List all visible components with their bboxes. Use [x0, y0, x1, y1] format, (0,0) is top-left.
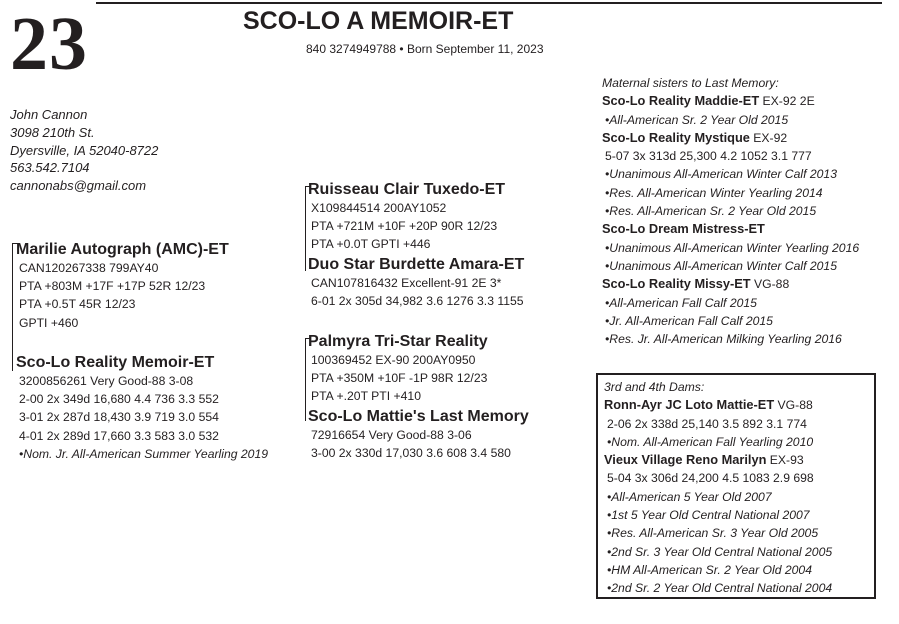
- owner-phone: 563.542.7104: [10, 160, 90, 176]
- dam-dam-line: 72916654 Very Good-88 3-06: [311, 428, 472, 442]
- dam-award: •HM All-American Sr. 2 Year Old 2004: [607, 562, 812, 577]
- sire-block: [16, 240, 229, 332]
- sire-dam-line: CAN107816432 Excellent-91 2E 3*: [311, 276, 502, 290]
- dam-name: Ronn-Ayr JC Loto Mattie-ET: [604, 397, 775, 413]
- dam-entry: [604, 451, 874, 469]
- sister-name: Sco-Lo Reality Mystique: [602, 129, 750, 145]
- dam-rating: VG-88: [774, 398, 813, 413]
- dams-heading: 3rd and 4th Dams:: [604, 380, 705, 394]
- dam-entry: [604, 396, 874, 414]
- dam-dam-line: 3-00 2x 330d 17,030 3.6 608 3.4 580: [311, 446, 511, 461]
- sire-sire-line: PTA +721M +10F +20P 90R 12/23: [311, 219, 498, 234]
- dam-record: 2-06 2x 338d 25,140 3.5 892 3.1 774: [607, 416, 807, 431]
- animal-title: SCO-LO A MEMOIR-ET: [243, 7, 514, 35]
- lot-number: 23: [10, 2, 88, 86]
- sister-entry: [602, 220, 859, 238]
- sire-dam-block: [308, 255, 524, 310]
- dam-line: 3-01 2x 287d 18,430 3.9 719 3.0 554: [19, 410, 219, 425]
- dam-award: •All-American 5 Year Old 2007: [607, 489, 772, 504]
- sire-sire-name: Ruisseau Clair Tuxedo-ET: [308, 181, 506, 198]
- sister-award: •Res. Jr. All-American Milking Yearling 2016: [605, 332, 842, 347]
- sister-record: 5-07 3x 313d 25,300 4.2 1052 3.1 777: [605, 149, 812, 164]
- sister-rating: VG-88: [750, 277, 790, 292]
- dam-rating: EX-93: [766, 453, 804, 468]
- sister-award: •Jr. All-American Fall Calf 2015: [605, 313, 773, 328]
- third-fourth-dams-box: [596, 373, 876, 599]
- sire-line: GPTI +460: [19, 315, 79, 330]
- sire-dam-line: 6-01 2x 305d 34,982 3.6 1276 3.3 1155: [311, 294, 524, 309]
- dam-sire-block: [308, 332, 488, 406]
- sister-name: Sco-Lo Dream Mistress-ET: [602, 221, 765, 237]
- sire-line: CAN120267338 799AY40: [19, 261, 159, 275]
- dam-name: Sco-Lo Reality Memoir-ET: [16, 354, 215, 371]
- dam-sire-line: PTA +350M +10F -1P 98R 12/23: [311, 371, 488, 386]
- owner-city: Dyersville, IA 52040-8722: [10, 142, 159, 158]
- sire-sire-line: PTA +0.0T GPTI +446: [311, 237, 431, 252]
- dam-name: Vieux Village Reno Marilyn: [604, 452, 767, 468]
- dam-sire-name: Palmyra Tri-Star Reality: [308, 333, 488, 350]
- sister-award: •All-American Sr. 2 Year Old 2015: [605, 112, 789, 127]
- sister-award: •Res. All-American Sr. 2 Year Old 2015: [605, 204, 817, 219]
- maternal-sisters-section: [602, 74, 859, 348]
- dam-award: •2nd Sr. 2 Year Old Central National 2004: [607, 581, 833, 596]
- sire-line: PTA +0.5T 45R 12/23: [19, 297, 136, 312]
- sire-line: PTA +803M +17F +17P 52R 12/23: [19, 279, 206, 294]
- sister-entry: [602, 129, 859, 147]
- sister-award: •Unanimous All-American Winter Calf 2013: [605, 167, 837, 182]
- owner-street: 3098 210th St.: [10, 124, 95, 140]
- dam-line: 4-01 2x 289d 17,660 3.3 583 3.0 532: [19, 428, 219, 443]
- sister-entry: [602, 92, 859, 110]
- dam-award: •2nd Sr. 3 Year Old Central National 2005: [607, 544, 833, 559]
- registration-birthdate: 840 3274949788 • Born September 11, 2023: [306, 42, 544, 56]
- sister-name: Sco-Lo Reality Missy-ET: [602, 276, 751, 292]
- sister-award: •Unanimous All-American Winter Yearling 2016: [605, 240, 860, 255]
- dam-dam-block: [308, 407, 529, 462]
- sister-name: Sco-Lo Reality Maddie-ET: [602, 93, 760, 109]
- sister-award: •Unanimous All-American Winter Calf 2015: [605, 258, 837, 273]
- dam-sire-line: PTA +.20T PTI +410: [311, 389, 421, 404]
- header-rule: [96, 2, 882, 4]
- dam-award: •1st 5 Year Old Central National 2007: [607, 508, 810, 523]
- sire-name: Marilie Autograph (AMC)-ET: [16, 241, 229, 258]
- dam-line: 2-00 2x 349d 16,680 4.4 736 3.3 552: [19, 392, 219, 407]
- dam-line: 3200856261 Very Good-88 3-08: [19, 374, 194, 388]
- sire-sire-line: X109844514 200AY1052: [311, 201, 447, 215]
- sister-entry: [602, 275, 859, 293]
- owner-contact: [10, 106, 158, 195]
- sister-award: •All-American Fall Calf 2015: [605, 295, 757, 310]
- owner-email: cannonabs@gmail.com: [10, 178, 147, 194]
- maternal-sisters-heading: Maternal sisters to Last Memory:: [602, 76, 779, 90]
- owner-name: John Cannon: [10, 107, 88, 122]
- sire-sire-block: [308, 180, 505, 254]
- dam-sire-line: 100369452 EX-90 200AY0950: [311, 353, 476, 367]
- dam-award: •Res. All-American Sr. 3 Year Old 2005: [607, 526, 819, 541]
- sire-dam-name: Duo Star Burdette Amara-ET: [308, 256, 525, 273]
- dam-record: 5-04 3x 306d 24,200 4.5 1083 2.9 698: [607, 471, 814, 486]
- dam-award: •Nom. All-American Fall Yearling 2010: [607, 434, 814, 449]
- sister-award: •Res. All-American Winter Yearling 2014: [605, 185, 823, 200]
- dam-dam-name: Sco-Lo Mattie's Last Memory: [308, 408, 529, 425]
- sister-rating: EX-92 2E: [759, 94, 815, 109]
- sister-rating: EX-92: [749, 130, 788, 145]
- dam-award: •Nom. Jr. All-American Summer Yearling 2019: [19, 446, 269, 461]
- dam-block: [16, 353, 268, 463]
